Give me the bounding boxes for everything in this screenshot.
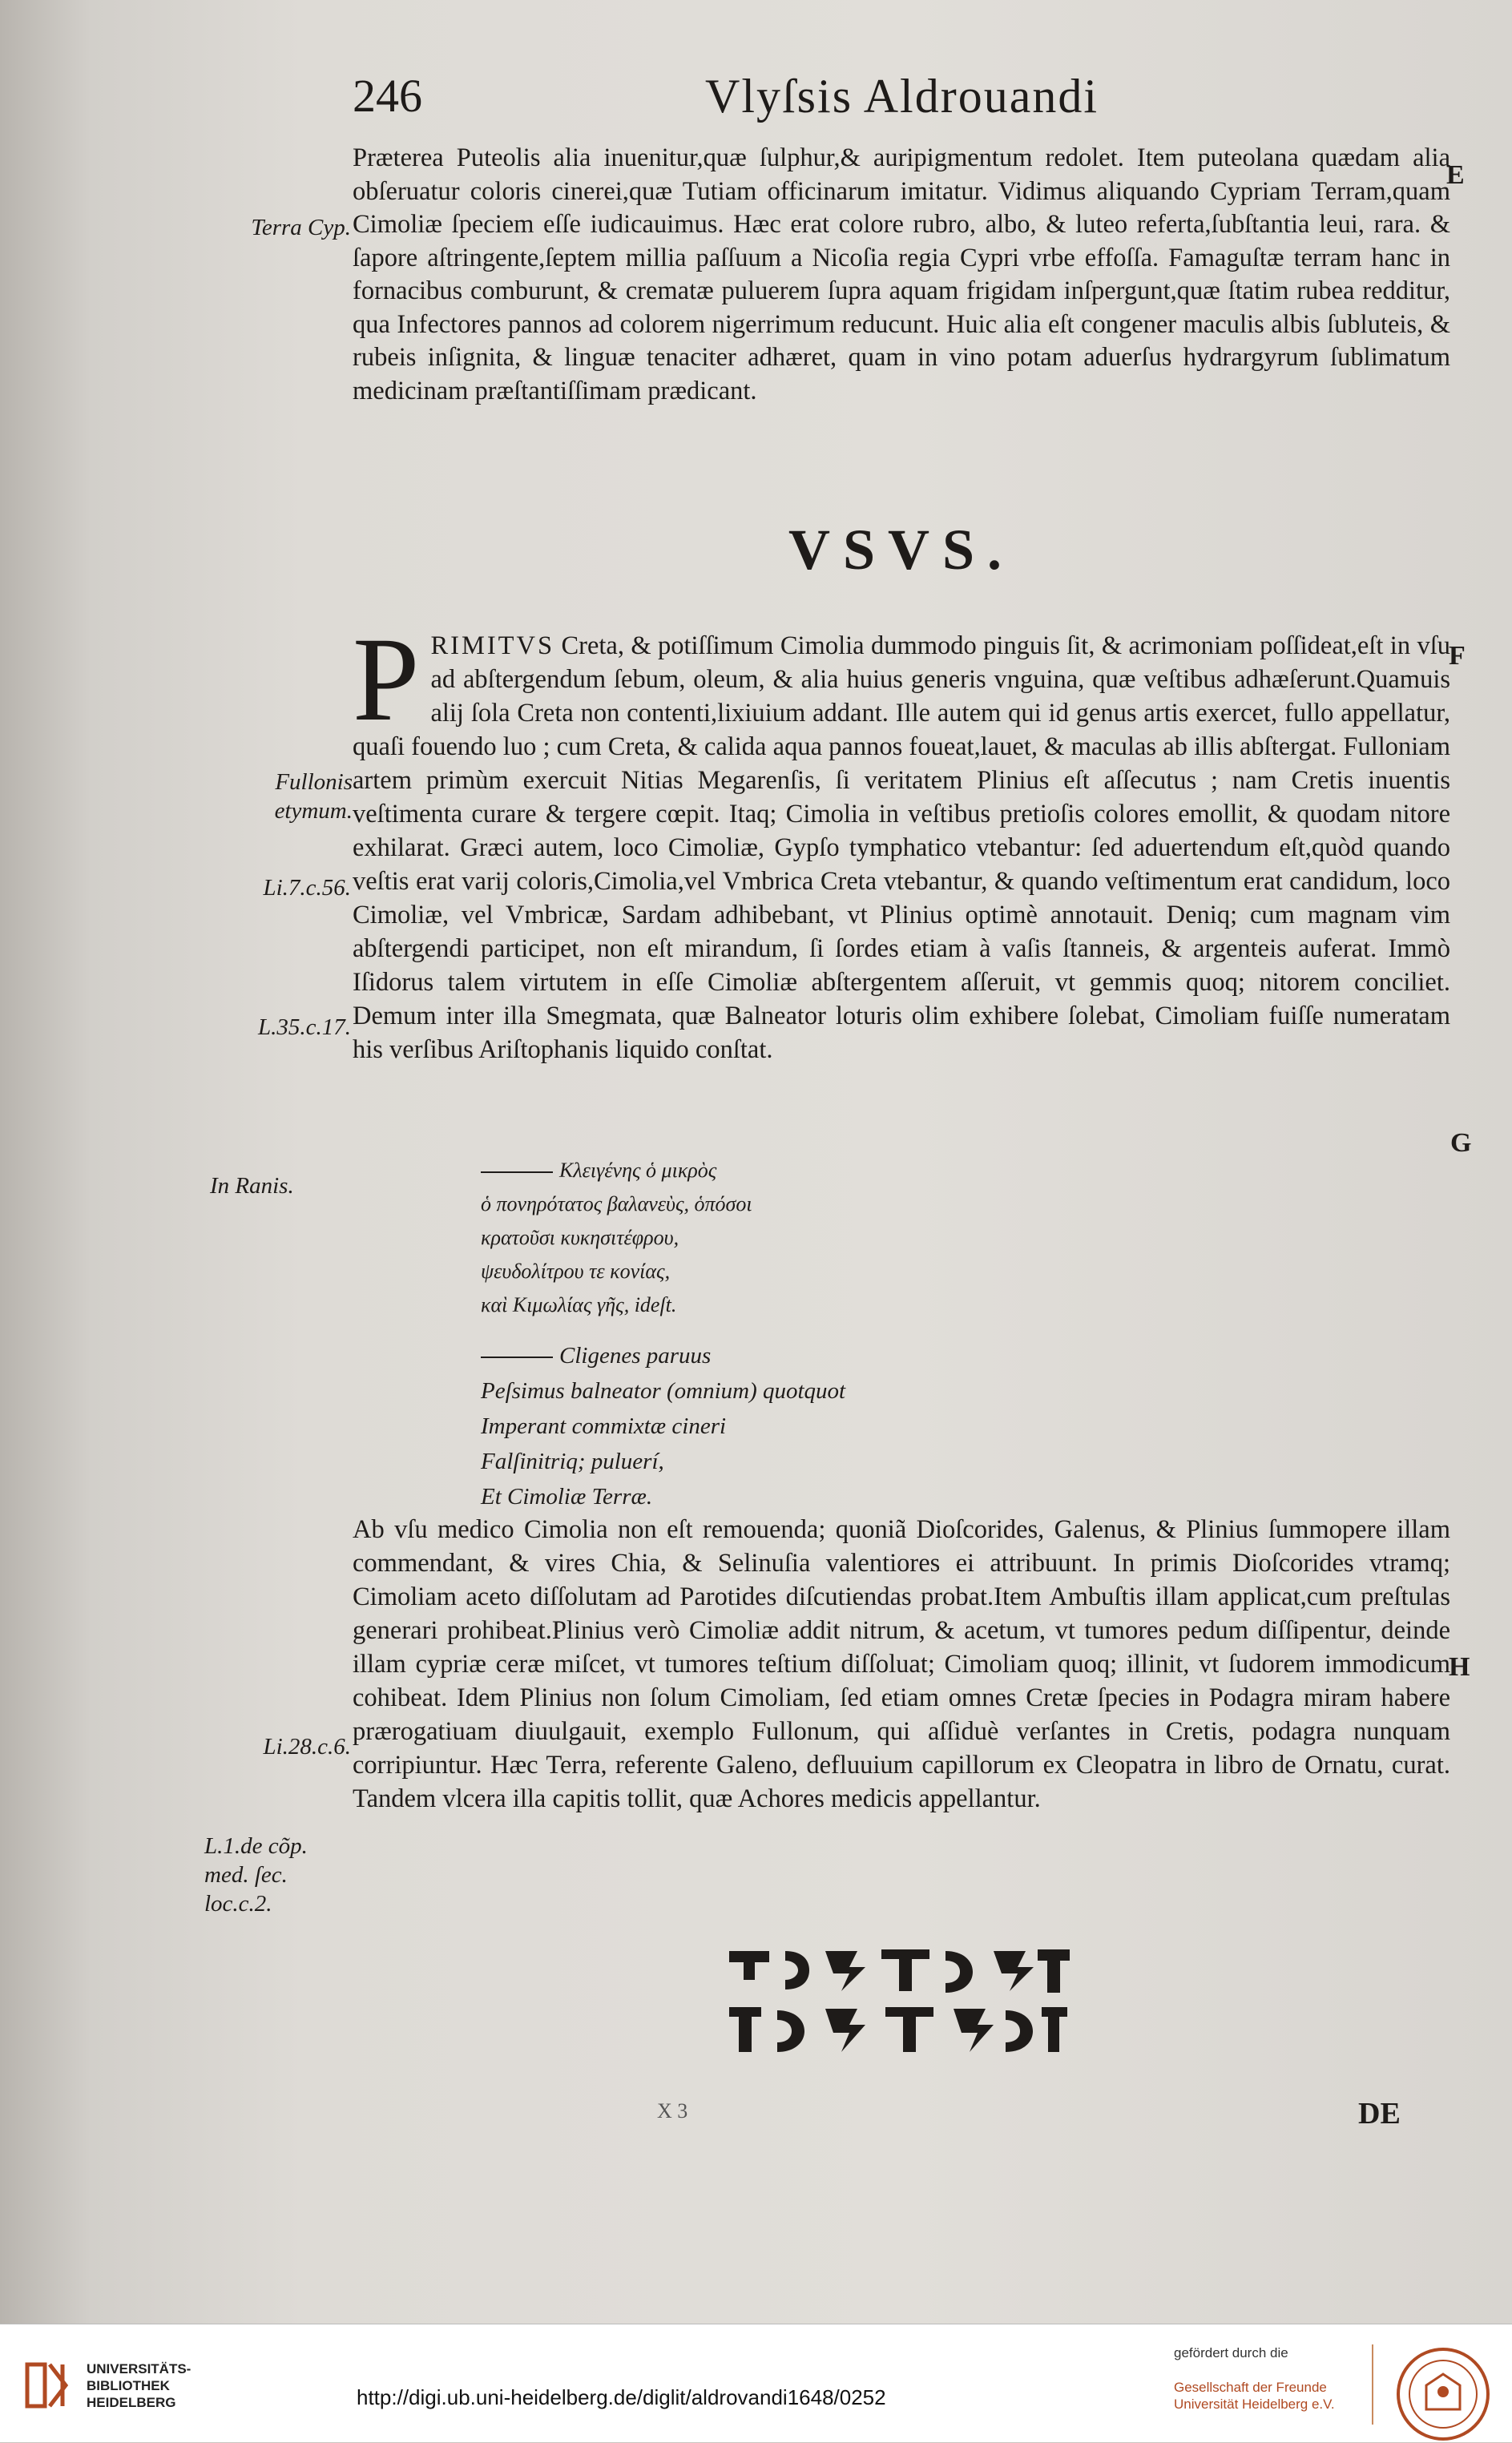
paragraph-text: Præterea Puteolis alia inuenitur,quæ ſulphur,& auripigmentum redolet. Item puteolana quædam alia obſeruatur coloris cinerei,quæ Tutiam officinarum imitatur. Vidimus aliquando Cypriam Terram,quam Cimoliæ ſpeciem eſſe iudicauimus. Hæc erat colore rubro, albo, & luteo referta,ſubſtantia leui, rara. & ſapore aſtringente,ſeptem millia paſſuum a Nicoſia regia Cypri vrbe effoſſa. Famaguſtæ terram hanc in fornacibus comburunt, & crematæ puluerem ſupra aquam frigidam inſpergunt,quæ ſtatim rubea redditur, qua Infectores pannos ad colorem nigerrimum reducunt. Huic alia eſt congener maculis albis ſubluteis, & rubeis inſignita, & linguæ tenaciter adhæret, quam in vino potam aduerſus hydrargyrum ſublimatum medicinam præſtantiſſimam prædicant. <box>353 143 1450 405</box>
latin-verse <box>481 1338 1122 1514</box>
drop-cap: P <box>353 613 420 746</box>
page-number: 246 <box>353 70 422 122</box>
section-letter-e: E <box>1446 160 1465 190</box>
paragraph-text: Ab vſu medico Cimolia non eſt remouenda; quoniã Dioſcorides, Galenus, & Plinius ſummopere illam commendant, & vires Chia, & Selinuſia valentiores ei attribuunt. In primis Dioſcorides vtramq; Cimoliam aceto diſſolutam ad Parotides diſcutiendas probat.Item Ambuſtis illam applicat,cum preſtulas generari prohibeat.Plinius verò Cimoliæ addit nitrum, & acetum, vt tumores pedum diſſipentur, deinde illam cypriæ ceræ miſcet, vt tumores teſtium diſſoluat; Cimoliam quoq; illinit, vt ſudorem immodicum cohibeat. Idem Plinius non ſolum Cimoliam, ſed etiam omnes Cretæ ſpecies in Podagra miram habere prærogatiuam diuulgauit, exemplo Fullonum, qui aſſiduè verſantes in Cretis, podagra nunquam corripiuntur. Hæc Terra, referente Galeno, defluuium capillorum ex Cleopatra in libro de Ornatu, curat. Tandem vlcera illa capitis tollit, quæ Achores medicis appellantur. <box>353 1515 1450 1813</box>
verse-line: καὶ Κιμωλίας γῆς, ideſt. <box>481 1293 677 1316</box>
verse-line: Κλειγένης ὁ μικρὸς <box>559 1159 717 1182</box>
greek-verse <box>481 1154 1122 1322</box>
smallcaps-opening: RIMITVS <box>430 631 555 660</box>
margin-note-terra-cyp: Terra Cyp. <box>251 215 351 240</box>
ornament-row-top <box>729 1949 1070 1993</box>
university-library-logo-icon[interactable] <box>22 2356 79 2413</box>
sponsor-name-line: Gesellschaft der Freunde <box>1174 2380 1327 2395</box>
catchword: DE <box>1358 2097 1401 2131</box>
library-name-line: UNIVERSITÄTS- <box>87 2361 192 2376</box>
library-name[interactable] <box>87 2360 191 2411</box>
margin-note-fullonis: Fullonis etymum. <box>274 769 353 824</box>
permalink-url[interactable]: http://digi.ub.uni-heidelberg.de/diglit/aldrovandi1648/0252 <box>357 2385 886 2409</box>
running-head <box>353 69 1474 133</box>
section-letter-h: H <box>1449 1652 1470 1682</box>
verse-line: ὁ πονηρότατος βαλανεὺς, ὁπόσοι <box>481 1192 752 1215</box>
verse-line: Et Cimoliæ Terræ. <box>481 1484 653 1510</box>
paragraph-primitus <box>353 613 1450 1066</box>
paragraph-puteolis <box>353 142 1450 408</box>
paragraph-text: Creta, & potiſſimum Cimolia dummodo pinguis ſit, & acrimoniam poſſideat,eſt in vſu ad abſtergendum ſebum, oleum, & alia huius generis vnguina, quæ veſtibus adhæſerunt.Quamuis alij ſola Creta non contenti,lixiuium addant. Ille autem qui id genus artis exercet, fullo appellatur, quaſi fouendo luo ; cum Creta, & calida aqua pannos foueat,lauet, & maculas ab illis abſtergat. Fulloniam artem primùm exercuit Nitias Megarenſis, ſi veritatem Plinius eſt aſſecutus ; nam Cretis inuentis veſtimenta curare & tergere cœpit. Itaq; Cimolia in veſtibus pretioſis colores emollit, & quodam nitore exhilarat. Græci autem, loco Cimoliæ, Gypſo tymphatico vtebantur: ſed aduertendum eſt,quòd quando veſtis erat varij coloris,Cimolia,vel Vmbrica Creta vtebantur, & quando veſtimentum erat candidum, loco Cimoliæ, vel Vmbricæ, Sardam adhibebant, vt Plinius optimè annotauit. Deniq; cum magnam vim abſtergendi participet, non eſt mirandum, ſi ſordes etiam à vaſis ſtanneis, & argenteis auferat. Immò Iſidorus talem virtutem in eſſe Cimoliæ abſtergentem aſſeruit, vt gemmis quoq; nitorem conciliet. Demum inter illa Smegmata, quæ Balneator loturis olim exhibere ſolebat, Cimoliam fuiſſe numeratam his verſibus Ariſtophanis liquido conſtat. <box>353 631 1450 1064</box>
footer-divider <box>1372 2344 1373 2425</box>
section-letter-f: F <box>1449 641 1466 671</box>
section-heading-usus: VSVS. <box>788 518 1015 582</box>
verse-line: Falſinitriq; puluerí, <box>481 1449 664 1474</box>
ornament-row-bottom <box>729 2007 1067 2052</box>
verse-line: Imperant commixtæ cineri <box>481 1413 727 1439</box>
verse-line: κρατοῦσι κυκησιτέφρου, <box>481 1226 679 1249</box>
viewer-footer <box>0 2324 1512 2442</box>
margin-note-li7: Li.7.c.56. <box>263 875 351 901</box>
library-name-line: HEIDELBERG <box>87 2395 176 2410</box>
margin-note-li28: Li.28.c.6. <box>263 1734 351 1760</box>
paragraph-ab-vsu-medico <box>353 1513 1450 1816</box>
verse-line: Peſsimus balneator (omnium) quotquot <box>481 1378 846 1404</box>
verse-line: ψευδολίτρου τε κονίας, <box>481 1260 671 1283</box>
margin-note-l1-de-cop: L.1.de cõp. med. ſec. loc.c.2. <box>204 1833 308 1917</box>
running-title: Vlyſsis Aldrouandi <box>705 70 1099 123</box>
section-letter-g: G <box>1450 1128 1472 1158</box>
sponsor-name-line: Universität Heidelberg e.V. <box>1174 2397 1335 2412</box>
margin-note-in-ranis: In Ranis. <box>210 1173 294 1199</box>
tailpiece-ornament <box>721 1943 1074 2063</box>
library-name-line: BIBLIOTHEK <box>87 2378 170 2393</box>
signature-mark: X 3 <box>657 2099 688 2123</box>
sponsor-name[interactable] <box>1174 2379 1335 2413</box>
university-seal-icon[interactable] <box>1394 2345 1492 2443</box>
verse-line: Cligenes paruus <box>559 1343 712 1369</box>
sponsor-label: gefördert durch die <box>1174 2345 1288 2360</box>
margin-note-l35: L.35.c.17. <box>258 1014 351 1040</box>
